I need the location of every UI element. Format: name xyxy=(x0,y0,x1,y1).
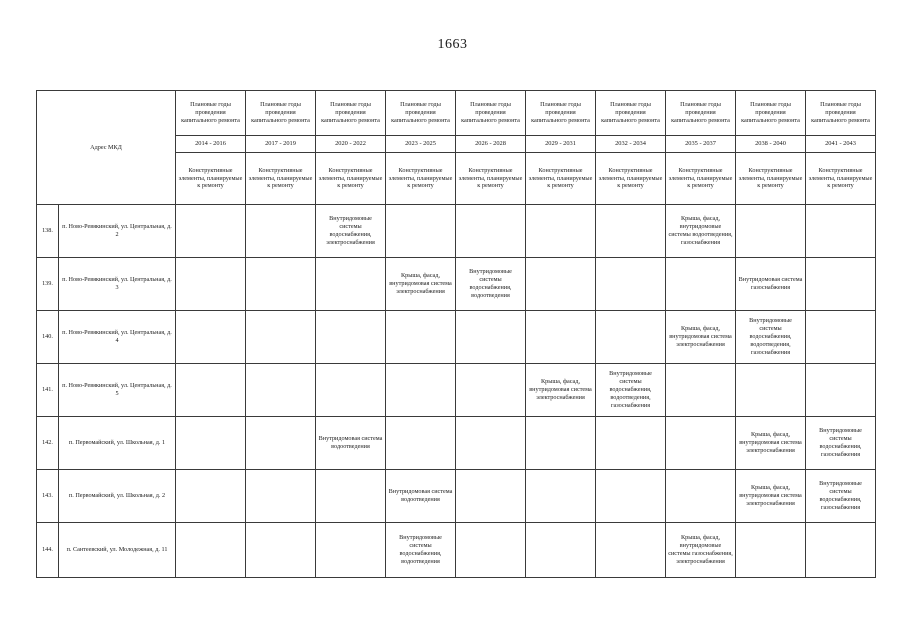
year-range-header: 2041 - 2043 xyxy=(806,136,876,153)
address-column-header: Адрес МКД xyxy=(37,91,176,205)
repair-elements-cell xyxy=(526,258,596,311)
row-number: 138. xyxy=(37,205,59,258)
repair-elements-cell xyxy=(246,258,316,311)
elements-header: Конструктивные элементы, планируемые к ремонту xyxy=(806,153,876,205)
repair-elements-cell: Внутридомовые системы водоснабжения, водоотведения, газоснабжения xyxy=(736,311,806,364)
elements-header: Конструктивные элементы, планируемые к ремонту xyxy=(456,153,526,205)
row-address: п. Ново-Ревякинский, ул. Центральная, д. 4 xyxy=(59,311,176,364)
row-address: п. Ново-Ревякинский, ул. Центральная, д. 5 xyxy=(59,364,176,417)
elements-header: Конструктивные элементы, планируемые к ремонту xyxy=(666,153,736,205)
year-title-header: Плановые годы проведения капитального ремонта xyxy=(316,91,386,136)
repair-elements-cell xyxy=(526,470,596,523)
repair-elements-cell xyxy=(596,417,666,470)
repair-elements-cell xyxy=(526,523,596,578)
table-row xyxy=(37,258,876,311)
repair-elements-cell xyxy=(736,523,806,578)
repair-elements-cell xyxy=(246,523,316,578)
year-range-header: 2032 - 2034 xyxy=(596,136,666,153)
year-title-header: Плановые годы проведения капитального ремонта xyxy=(246,91,316,136)
elements-header: Конструктивные элементы, планируемые к ремонту xyxy=(596,153,666,205)
repair-elements-cell xyxy=(316,523,386,578)
repair-elements-cell xyxy=(246,470,316,523)
repair-elements-cell xyxy=(666,417,736,470)
year-range-header: 2014 - 2016 xyxy=(176,136,246,153)
year-range-header: 2017 - 2019 xyxy=(246,136,316,153)
repair-elements-cell xyxy=(386,417,456,470)
repair-elements-cell: Внутридомовые системы водоснабжения, газоснабжения xyxy=(806,417,876,470)
repair-elements-cell: Крыша, фасад, внутридомовая система электроснабжения xyxy=(386,258,456,311)
repair-elements-cell xyxy=(176,205,246,258)
repair-elements-cell xyxy=(456,470,526,523)
repair-elements-cell xyxy=(176,311,246,364)
row-address: п. Первомайский, ул. Школьная, д. 2 xyxy=(59,470,176,523)
repair-elements-cell xyxy=(596,258,666,311)
repair-elements-cell: Внутридомовые системы водоснабжения, водоотведения xyxy=(456,258,526,311)
year-title-header: Плановые годы проведения капитального ремонта xyxy=(736,91,806,136)
row-number: 142. xyxy=(37,417,59,470)
repair-elements-cell: Внутридомовая система газоснабжения xyxy=(736,258,806,311)
repair-elements-cell xyxy=(526,311,596,364)
repair-elements-cell: Внутридомовые системы водоснабжения, водоотведения xyxy=(386,523,456,578)
year-range-header: 2023 - 2025 xyxy=(386,136,456,153)
schedule-body xyxy=(37,91,876,578)
repair-elements-cell xyxy=(176,523,246,578)
repair-elements-cell: Крыша, фасад, внутридомовая система электроснабжения xyxy=(666,311,736,364)
repair-elements-cell xyxy=(666,470,736,523)
capital-repair-schedule-table xyxy=(36,90,876,578)
repair-elements-cell xyxy=(246,417,316,470)
year-title-header: Плановые годы проведения капитального ремонта xyxy=(666,91,736,136)
repair-elements-cell xyxy=(806,258,876,311)
year-range-header: 2026 - 2028 xyxy=(456,136,526,153)
repair-elements-cell: Внутридомовые системы водоснабжения, газоснабжения xyxy=(806,470,876,523)
elements-header: Конструктивные элементы, планируемые к ремонту xyxy=(526,153,596,205)
repair-elements-cell xyxy=(666,364,736,417)
repair-elements-cell xyxy=(456,311,526,364)
repair-elements-cell xyxy=(596,470,666,523)
repair-elements-cell: Крыша, фасад, внутридомовые системы водоотведения, газоснабжения xyxy=(666,205,736,258)
repair-elements-cell xyxy=(526,205,596,258)
repair-elements-cell: Внутридомовая система водоотведения xyxy=(316,417,386,470)
repair-elements-cell xyxy=(736,364,806,417)
row-number: 140. xyxy=(37,311,59,364)
repair-elements-cell: Внутридомовые системы водоснабжения, электроснабжения xyxy=(316,205,386,258)
repair-elements-cell xyxy=(456,364,526,417)
repair-elements-cell xyxy=(386,311,456,364)
row-address: п. Первомайский, ул. Школьная, д. 1 xyxy=(59,417,176,470)
table-row xyxy=(37,417,876,470)
year-title-header: Плановые годы проведения капитального ремонта xyxy=(596,91,666,136)
repair-elements-cell xyxy=(526,417,596,470)
year-range-header: 2035 - 2037 xyxy=(666,136,736,153)
repair-elements-cell xyxy=(736,205,806,258)
table-row xyxy=(37,311,876,364)
repair-elements-cell xyxy=(246,364,316,417)
repair-elements-cell xyxy=(176,470,246,523)
year-range-header: 2020 - 2022 xyxy=(316,136,386,153)
repair-elements-cell: Внутридомовая система водоотведения xyxy=(386,470,456,523)
row-address: п. Ново-Ревякинский, ул. Центральная, д. 2 xyxy=(59,205,176,258)
repair-elements-cell xyxy=(806,311,876,364)
repair-elements-cell: Внутридомовые системы водоснабжения, водоотведения, газоснабжения xyxy=(596,364,666,417)
repair-elements-cell xyxy=(316,364,386,417)
repair-elements-cell xyxy=(596,523,666,578)
repair-elements-cell xyxy=(246,205,316,258)
repair-elements-cell xyxy=(316,311,386,364)
repair-elements-cell xyxy=(316,470,386,523)
year-range-header: 2038 - 2040 xyxy=(736,136,806,153)
repair-elements-cell xyxy=(386,364,456,417)
repair-elements-cell: Крыша, фасад, внутридомовая система электроснабжения xyxy=(736,417,806,470)
year-title-header: Плановые годы проведения капитального ремонта xyxy=(526,91,596,136)
repair-elements-cell xyxy=(386,205,456,258)
elements-header: Конструктивные элементы, планируемые к ремонту xyxy=(316,153,386,205)
year-range-header: 2029 - 2031 xyxy=(526,136,596,153)
repair-elements-cell: Крыша, фасад, внутридомовая система электроснабжения xyxy=(526,364,596,417)
repair-elements-cell xyxy=(316,258,386,311)
repair-elements-cell: Крыша, фасад, внутридомовые системы газоснабжения, электроснабжения xyxy=(666,523,736,578)
repair-elements-cell xyxy=(176,258,246,311)
repair-elements-cell: Крыша, фасад, внутридомовая система электроснабжения xyxy=(736,470,806,523)
table-row xyxy=(37,205,876,258)
repair-elements-cell xyxy=(596,205,666,258)
repair-elements-cell xyxy=(456,205,526,258)
repair-elements-cell xyxy=(176,417,246,470)
repair-elements-cell xyxy=(456,417,526,470)
repair-elements-cell xyxy=(176,364,246,417)
year-title-header: Плановые годы проведения капитального ремонта xyxy=(386,91,456,136)
row-number: 143. xyxy=(37,470,59,523)
header-row-titles xyxy=(37,91,876,136)
repair-elements-cell xyxy=(596,311,666,364)
page-number: 1663 xyxy=(437,37,468,52)
table-row xyxy=(37,523,876,578)
year-title-header: Плановые годы проведения капитального ремонта xyxy=(806,91,876,136)
repair-elements-cell xyxy=(246,311,316,364)
elements-header: Конструктивные элементы, планируемые к ремонту xyxy=(386,153,456,205)
row-number: 141. xyxy=(37,364,59,417)
table-row xyxy=(37,470,876,523)
repair-elements-cell xyxy=(806,364,876,417)
row-address: п. Ново-Ревякинский, ул. Центральная, д. 3 xyxy=(59,258,176,311)
table-row xyxy=(37,364,876,417)
elements-header: Конструктивные элементы, планируемые к ремонту xyxy=(176,153,246,205)
repair-elements-cell xyxy=(666,258,736,311)
row-number: 144. xyxy=(37,523,59,578)
row-address: п. Сантеевский, ул. Молодежная, д. 11 xyxy=(59,523,176,578)
repair-elements-cell xyxy=(456,523,526,578)
year-title-header: Плановые годы проведения капитального ремонта xyxy=(176,91,246,136)
year-title-header: Плановые годы проведения капитального ремонта xyxy=(456,91,526,136)
elements-header: Конструктивные элементы, планируемые к ремонту xyxy=(736,153,806,205)
elements-header: Конструктивные элементы, планируемые к ремонту xyxy=(246,153,316,205)
repair-elements-cell xyxy=(806,523,876,578)
repair-elements-cell xyxy=(806,205,876,258)
row-number: 139. xyxy=(37,258,59,311)
